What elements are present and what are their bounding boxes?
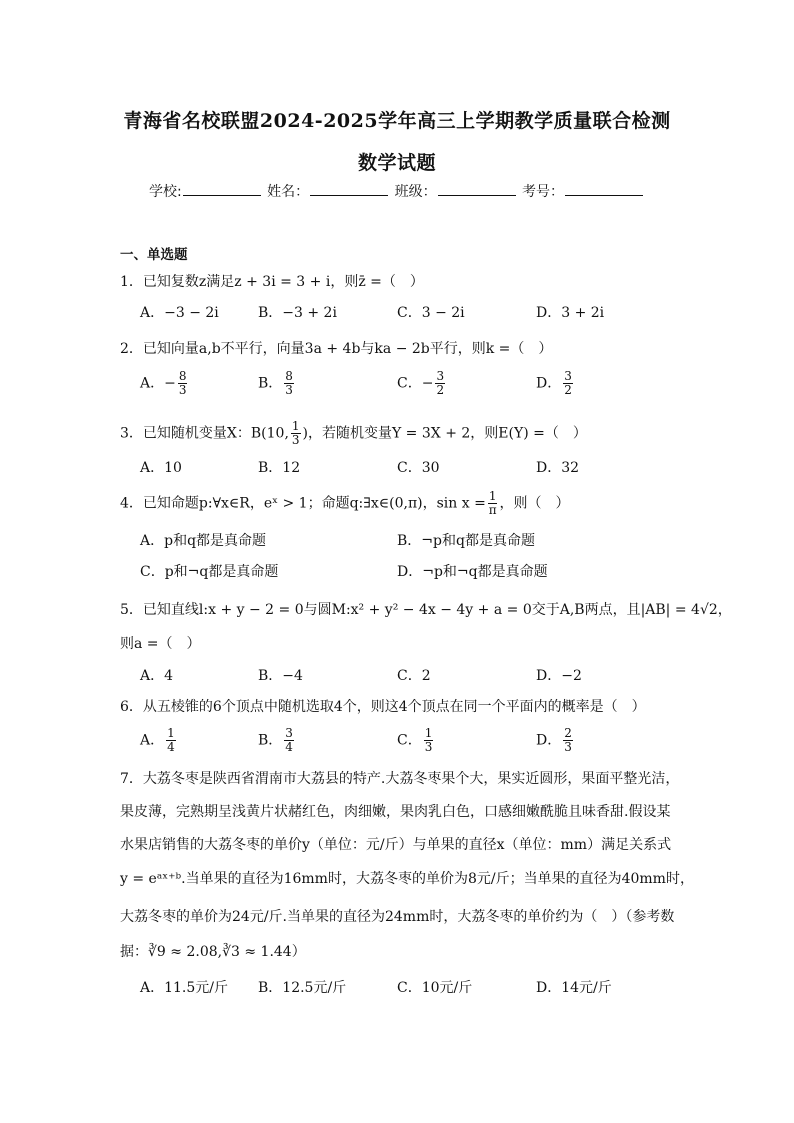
q5-option-c: C．2 xyxy=(397,668,431,684)
question-7-line-1: 7．大荔冬枣是陕西省渭南市大荔县的特产.大荔冬枣果个大，果实近圆形，果面平整光洁， xyxy=(120,771,680,787)
q6-c-denominator: 3 xyxy=(424,740,433,754)
q4-fraction xyxy=(488,490,498,517)
q2-a-prefix: A．− xyxy=(140,375,176,392)
q6-b-prefix: B． xyxy=(258,732,283,749)
q5-option-d: D．−2 xyxy=(536,668,582,684)
question-7-line-3: 水果店销售的大荔冬枣的单价y（单位：元/斤）与单果的直径x（单位：mm）满足关系式 xyxy=(120,837,672,853)
school-label: 学校: xyxy=(148,184,182,200)
q4-prefix: 4．已知命题p:∀x∈R，eˣ > 1；命题q:∃x∈(0,π)，sin x = xyxy=(120,495,486,512)
q6-c-prefix: C． xyxy=(397,732,422,749)
q7-option-b: B．12.5元/斤 xyxy=(258,980,347,996)
q6-b-numerator: 3 xyxy=(285,726,293,740)
q6-option-d xyxy=(536,727,575,754)
q4-option-d: D．¬p和¬q都是真命题 xyxy=(397,564,548,580)
question-6: 6．从五棱锥的6个顶点中随机选取4个，则这4个顶点在同一个平面内的概率是（ ） xyxy=(120,699,646,715)
name-label: 姓名： xyxy=(267,184,310,200)
exam-subtitle: 数学试题 xyxy=(357,152,436,174)
q4-numerator: 1 xyxy=(488,489,497,503)
question-7-line-4: y = eᵃˣ⁺ᵇ.当单果的直径为16mm时，大荔冬枣的单价为8元/斤；当单果的直径为40mm时， xyxy=(120,871,694,887)
q3-option-b: B．12 xyxy=(258,460,301,476)
q5-option-a: A．4 xyxy=(140,668,174,684)
q2-c-prefix: C．− xyxy=(397,375,434,392)
q7-option-c: C．10元/斤 xyxy=(397,980,473,996)
q4-option-c: C．p和¬q都是真命题 xyxy=(140,564,279,580)
q2-b-numerator: 8 xyxy=(285,369,293,383)
q3-fraction xyxy=(291,420,301,447)
q3-option-d: D．32 xyxy=(536,460,580,476)
q4-suffix: ，则（ ） xyxy=(499,495,570,512)
q2-d-numerator: 3 xyxy=(564,369,572,383)
q6-a-denominator: 4 xyxy=(167,740,175,754)
school-blank[interactable] xyxy=(183,183,261,196)
q4-denominator: π xyxy=(488,503,497,517)
q2-c-denominator: 2 xyxy=(436,383,445,397)
q2-option-d xyxy=(536,370,575,397)
q6-a-fraction xyxy=(166,727,176,754)
q6-a-prefix: A． xyxy=(140,732,165,749)
q6-d-numerator: 2 xyxy=(564,726,572,740)
q2-b-denominator: 3 xyxy=(285,383,293,397)
q3-denominator: 3 xyxy=(291,433,300,447)
q2-d-denominator: 2 xyxy=(564,383,572,397)
q3-option-a: A．10 xyxy=(140,460,182,476)
question-4 xyxy=(120,490,569,517)
q3-prefix: 3．已知随机变量X：B(10, xyxy=(120,425,289,442)
q6-d-prefix: D． xyxy=(536,732,562,749)
q2-a-fraction xyxy=(178,370,188,397)
q3-option-c: C．30 xyxy=(397,460,440,476)
q6-b-denominator: 4 xyxy=(285,740,293,754)
q5-option-b: B．−4 xyxy=(258,668,303,684)
q4-option-a: A．p和q都是真命题 xyxy=(140,533,267,549)
question-5-line-2: 则a =（ ） xyxy=(120,636,201,652)
exam-title: 青海省名校联盟2024-2025学年高三上学期教学质量联合检测 xyxy=(123,110,671,132)
q2-option-a xyxy=(140,370,189,397)
q1-option-c: C．3 − 2i xyxy=(397,305,465,321)
q2-option-b xyxy=(258,370,296,397)
q6-option-c xyxy=(397,727,435,754)
q2-d-prefix: D． xyxy=(536,375,562,392)
q4-option-b: B．¬p和q都是真命题 xyxy=(397,533,535,549)
q2-b-fraction xyxy=(284,370,294,397)
q2-option-c xyxy=(397,370,447,397)
q6-d-fraction xyxy=(563,727,573,754)
question-7-line-6: 据：∛9 ≈ 2.08,∛3 ≈ 1.44） xyxy=(120,944,306,960)
q2-a-denominator: 3 xyxy=(178,383,187,397)
q6-c-numerator: 1 xyxy=(424,726,433,740)
q7-option-a: A．11.5元/斤 xyxy=(140,980,228,996)
q3-numerator: 1 xyxy=(291,419,300,433)
q2-d-fraction xyxy=(563,370,573,397)
question-2: 2．已知向量a,b不平行，向量3a + 4b与ka − 2b平行，则k =（ ） xyxy=(120,341,553,357)
q2-c-numerator: 3 xyxy=(436,369,445,383)
q1-option-a: A．−3 − 2i xyxy=(140,305,219,321)
q7-option-d: D．14元/斤 xyxy=(536,980,612,996)
class-blank[interactable] xyxy=(438,183,516,196)
student-info-row xyxy=(0,181,794,201)
q3-suffix: )，若随机变量Y = 3X + 2，则E(Y) =（ ） xyxy=(302,425,587,442)
class-label: 班级： xyxy=(394,184,437,200)
q6-d-denominator: 3 xyxy=(564,740,572,754)
question-1: 1．已知复数z满足z + 3i = 3 + i，则z̄ =（ ） xyxy=(120,274,424,290)
section-heading: 一、单选题 xyxy=(120,247,188,263)
question-7-line-5: 大荔冬枣的单价为24元/斤.当单果的直径为24mm时，大荔冬枣的单价约为（ ）（参考数 xyxy=(120,909,675,925)
question-5-line-1: 5．已知直线l:x + y − 2 = 0与圆M:x² + y² − 4x − 4y + a = 0交于A,B两点，且|AB| = 4√2， xyxy=(120,602,732,618)
q1-option-d: D．3 + 2i xyxy=(536,305,605,321)
question-3 xyxy=(120,420,587,447)
q6-b-fraction xyxy=(284,727,294,754)
q2-b-prefix: B． xyxy=(258,375,283,392)
q1-option-b: B．−3 + 2i xyxy=(258,305,337,321)
id-label: 考号： xyxy=(522,184,565,200)
q2-a-numerator: 8 xyxy=(178,369,187,383)
q6-option-a xyxy=(140,727,178,754)
name-blank[interactable] xyxy=(310,183,388,196)
q6-a-numerator: 1 xyxy=(167,726,175,740)
q6-c-fraction xyxy=(424,727,434,754)
id-blank[interactable] xyxy=(565,183,643,196)
question-7-line-2: 果皮薄，完熟期呈浅黄片状赭红色，肉细嫩，果肉乳白色，口感细嫩酰脆且味香甜.假设某 xyxy=(120,804,671,820)
q6-option-b xyxy=(258,727,296,754)
q2-c-fraction xyxy=(435,370,445,397)
